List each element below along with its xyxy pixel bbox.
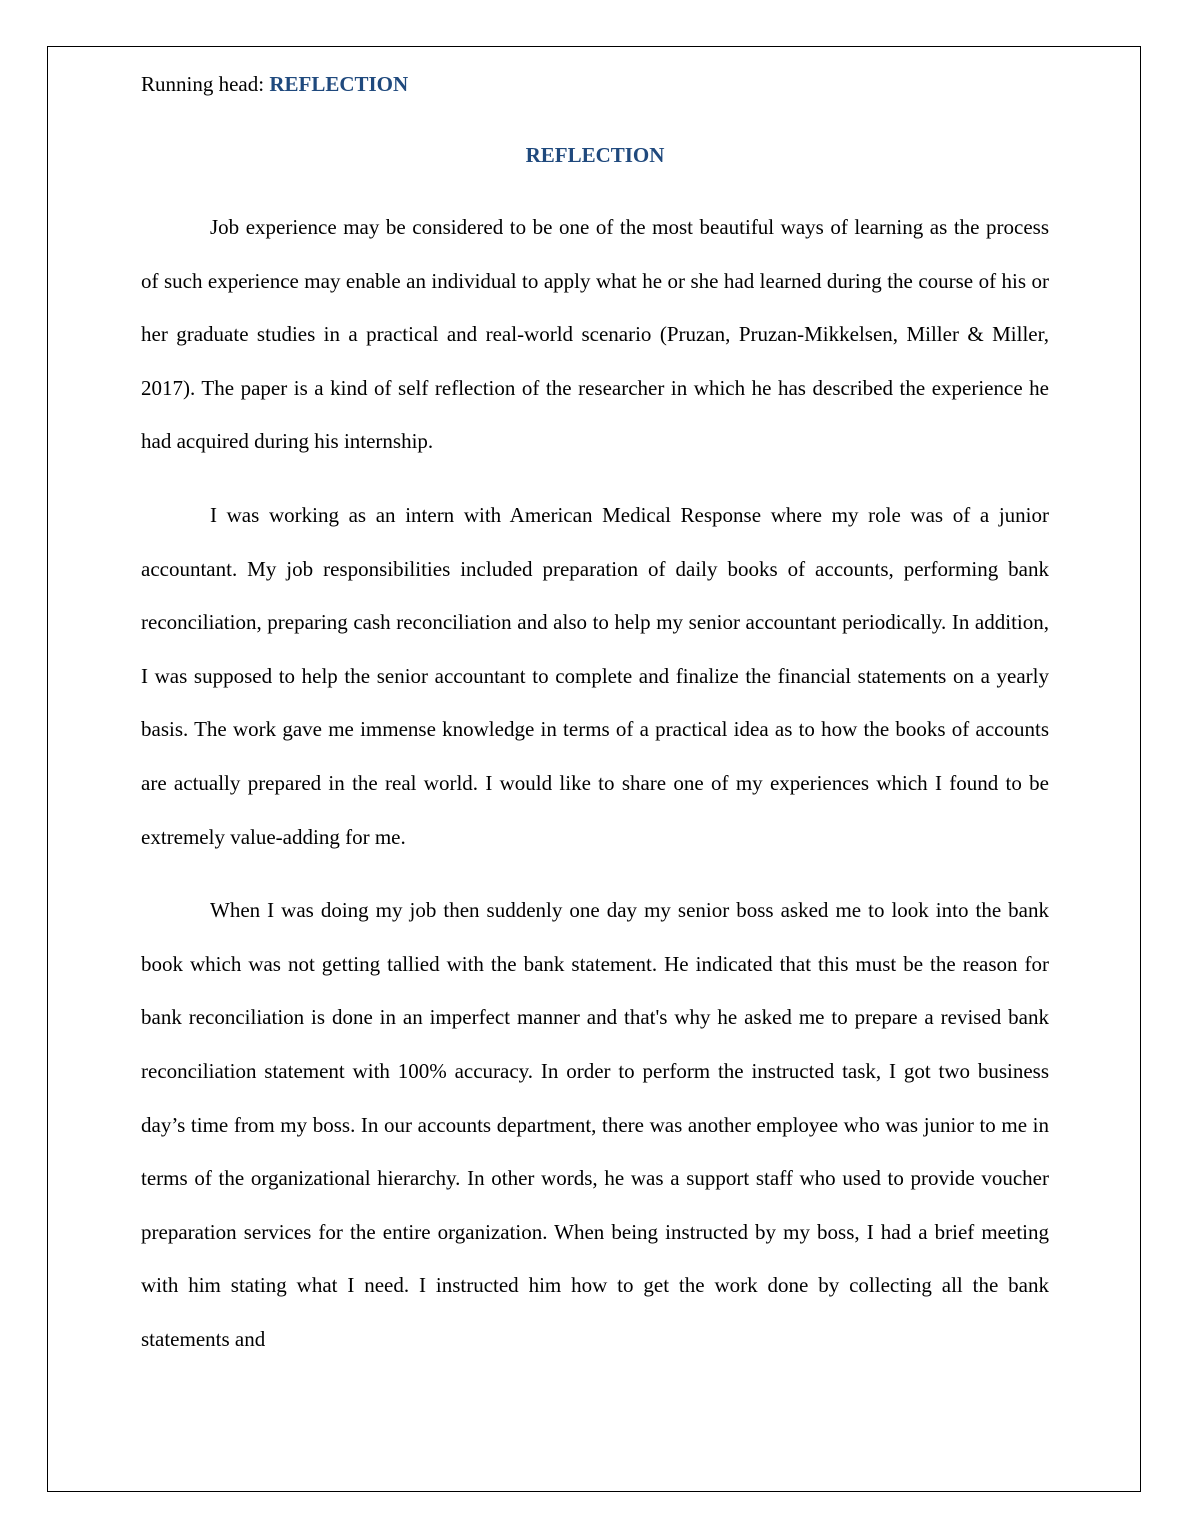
running-head [141, 69, 408, 99]
running-head-title: REFLECTION [269, 72, 409, 96]
running-head-label: Running head: [141, 72, 265, 96]
paragraph-1: Job experience may be considered to be one of the most beautiful ways of learning as the process of such experience may enable an individual to apply what he or she had learned during the course of his or her graduate studies in a practical and real-world scenario (Pruzan, Pruzan-Mikkelsen, Miller & Miller, 2017). The paper is a kind of self reflection of the researcher in which he has described the experience he had acquired during his internship. [141, 215, 1049, 454]
paragraph-2: I was working as an intern with American Medical Response where my role was of a junior accountant. My job responsibilities included preparation of daily books of accounts, performing bank reconciliation, preparing cash reconciliation and also to help my senior accountant periodically. In addition, I was supposed to help the senior accountant to complete and finalize the financial statements on a yearly basis. The work gave me immense knowledge in terms of a practical idea as to how the books of accounts are actually prepared in the real world. I would like to share one of my experiences which I found to be extremely value-adding for me. [141, 502, 1049, 849]
document-body [141, 201, 1049, 1386]
document-title: REFLECTION [525, 143, 665, 167]
paragraph-3: When I was doing my job then suddenly one day my senior boss asked me to look into the bank book which was not getting tallied with the bank statement. He indicated that this must be the reason for bank reconciliation is done in an imperfect manner and that's why he asked me to prepare a revised bank reconciliation statement with 100% accuracy. In order to perform the instructed task, I got two business day’s time from my boss. In our accounts department, there was another employee who was junior to me in terms of the organizational hierarchy. In other words, he was a support staff who used to provide voucher preparation services for the entire organization. When being instructed by my boss, I had a brief meeting with him stating what I need. I instructed him how to get the work done by collecting all the bank statements and [141, 898, 1049, 1351]
